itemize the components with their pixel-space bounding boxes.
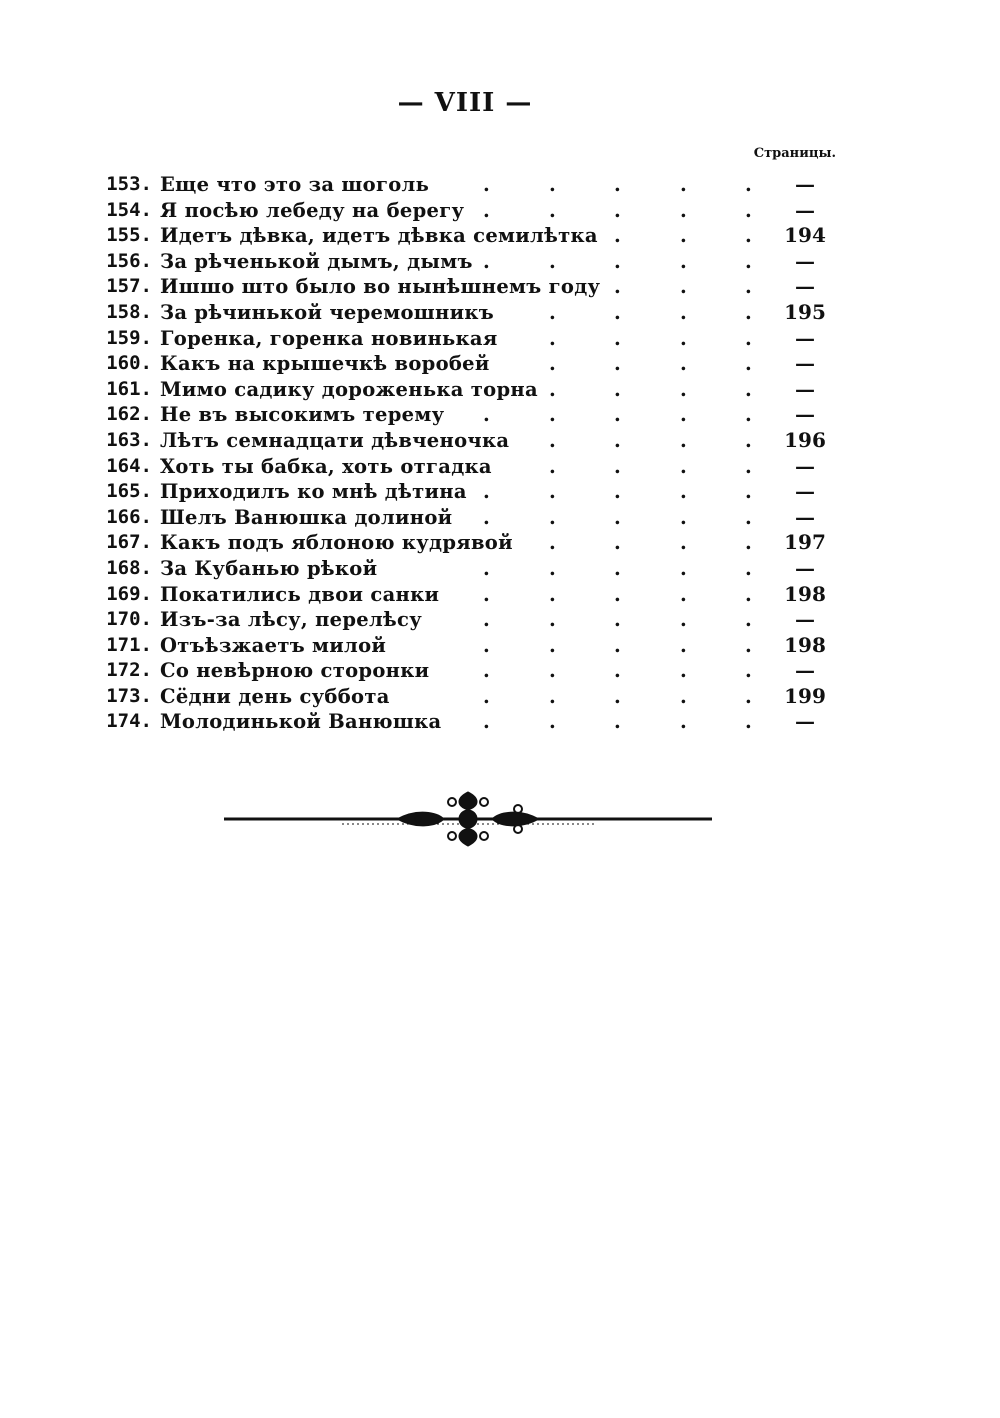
leader-dot: . bbox=[614, 249, 621, 273]
entry-number: 164. bbox=[106, 454, 152, 477]
toc-row bbox=[100, 274, 840, 300]
entry-number: 159. bbox=[106, 326, 152, 349]
leader-dot: . bbox=[549, 531, 556, 555]
leader-dot: . bbox=[614, 352, 621, 376]
leader-dot: . bbox=[549, 198, 556, 222]
leader-dot: . bbox=[614, 505, 621, 529]
toc-row bbox=[100, 479, 840, 505]
leader-dot: . bbox=[745, 659, 752, 683]
entry-title: Покатились двои санки bbox=[160, 582, 440, 606]
leader-dot: . bbox=[549, 352, 556, 376]
leader-dot: . bbox=[483, 505, 490, 529]
leader-dot: . bbox=[745, 684, 752, 708]
entry-page: — bbox=[795, 709, 815, 734]
leader-dot: . bbox=[745, 224, 752, 248]
leader-dot: . bbox=[549, 454, 556, 478]
entry-number: 157. bbox=[106, 275, 152, 298]
entry-title: Я посѣю лебеду на берегу bbox=[160, 198, 465, 222]
leader-dot: . bbox=[680, 684, 687, 708]
leader-dot: . bbox=[614, 684, 621, 708]
leader-dot: . bbox=[614, 556, 621, 580]
leader-dot: . bbox=[745, 582, 752, 606]
entry-title: За рѣчинькой черемошникъ bbox=[160, 300, 495, 324]
leader-dot: . bbox=[680, 173, 687, 196]
leader-dot: . bbox=[745, 480, 752, 504]
leader-dot: . bbox=[549, 684, 556, 708]
entry-number: 162. bbox=[106, 403, 152, 426]
entry-page: — bbox=[795, 172, 815, 196]
pages-column-header: Страницы. bbox=[753, 146, 836, 161]
toc-row bbox=[100, 454, 840, 480]
toc-row bbox=[100, 709, 840, 735]
entry-page: 196 bbox=[784, 427, 826, 452]
leader-dot: . bbox=[549, 608, 556, 632]
entry-title: Не въ высокимъ терему bbox=[160, 403, 445, 427]
entry-title: Какъ подъ яблоною кудрявой bbox=[160, 531, 513, 555]
entry-page: — bbox=[795, 376, 815, 401]
entry-title: Горенка, горенка новинькая bbox=[160, 326, 498, 350]
leader-dot: . bbox=[614, 173, 621, 196]
entry-number: 155. bbox=[106, 224, 152, 247]
leader-dot: . bbox=[614, 377, 621, 401]
entry-title: Шелъ Ванюшка долиной bbox=[160, 505, 453, 529]
leader-dot: . bbox=[745, 249, 752, 273]
entry-number: 172. bbox=[106, 659, 152, 682]
entry-page: — bbox=[795, 402, 815, 427]
leader-dot: . bbox=[483, 633, 490, 657]
leader-dot: . bbox=[680, 659, 687, 683]
leader-dot: . bbox=[614, 480, 621, 504]
toc-row bbox=[100, 658, 840, 684]
leader-dot: . bbox=[614, 300, 621, 324]
leader-dot: . bbox=[614, 403, 621, 427]
toc-row bbox=[100, 428, 840, 454]
leader-dot: . bbox=[680, 531, 687, 555]
leader-dot: . bbox=[745, 454, 752, 478]
leader-dot: . bbox=[680, 608, 687, 632]
entry-number: 156. bbox=[106, 249, 152, 272]
leader-dot: . bbox=[549, 480, 556, 504]
entry-page: 194 bbox=[784, 223, 826, 248]
leader-dot: . bbox=[483, 403, 490, 427]
toc-row bbox=[100, 249, 840, 275]
leader-dot: . bbox=[680, 556, 687, 580]
entry-title: Какъ на крышечкѣ воробей bbox=[160, 352, 490, 376]
entry-page: — bbox=[795, 351, 815, 376]
leader-dot: . bbox=[549, 633, 556, 657]
entry-page: — bbox=[795, 658, 815, 683]
entry-title: Изъ-за лѣсу, перелѣсу bbox=[160, 608, 423, 632]
leader-dot: . bbox=[614, 326, 621, 350]
leader-dot: . bbox=[680, 403, 687, 427]
leader-dot: . bbox=[680, 275, 687, 299]
entry-number: 171. bbox=[106, 633, 152, 656]
entry-number: 166. bbox=[106, 505, 152, 528]
entry-number: 167. bbox=[106, 531, 152, 554]
entry-number: 168. bbox=[106, 556, 152, 579]
entry-page: — bbox=[795, 555, 815, 580]
leader-dot: . bbox=[614, 531, 621, 555]
entry-title: Ишшо што было во нынѣшнемъ году bbox=[160, 275, 601, 299]
toc-row bbox=[100, 223, 840, 249]
toc-row bbox=[100, 556, 840, 582]
leader-dot: . bbox=[614, 454, 621, 478]
entry-page: — bbox=[795, 504, 815, 529]
entry-page: 197 bbox=[784, 530, 826, 555]
leader-dot: . bbox=[680, 710, 687, 734]
entry-number: 173. bbox=[106, 684, 152, 707]
entry-page: — bbox=[795, 607, 815, 632]
toc-row bbox=[100, 300, 840, 326]
leader-dot: . bbox=[483, 556, 490, 580]
toc-row bbox=[100, 633, 840, 659]
leader-dot: . bbox=[549, 326, 556, 350]
entry-page: — bbox=[795, 248, 815, 273]
entry-title: За рѣченькой дымъ, дымъ bbox=[160, 249, 473, 273]
entry-number: 169. bbox=[106, 582, 152, 605]
leader-dot: . bbox=[614, 275, 621, 299]
entry-title: Еще что это за шоголь bbox=[160, 173, 430, 196]
leader-dot: . bbox=[549, 377, 556, 401]
entry-number: 163. bbox=[106, 428, 152, 451]
page-number: — VIII — bbox=[397, 88, 533, 118]
leader-dot: . bbox=[680, 480, 687, 504]
leader-dot: . bbox=[549, 249, 556, 273]
entry-page: 195 bbox=[784, 299, 826, 324]
leader-dot: . bbox=[680, 505, 687, 529]
toc-row bbox=[100, 505, 840, 531]
leader-dot: . bbox=[745, 505, 752, 529]
leader-dot: . bbox=[483, 684, 490, 708]
entry-page: 198 bbox=[784, 632, 826, 657]
leader-dot: . bbox=[745, 377, 752, 401]
entry-title: Со невѣрною сторонки bbox=[160, 659, 430, 683]
leader-dot: . bbox=[680, 377, 687, 401]
leader-dot: . bbox=[483, 659, 490, 683]
leader-dot: . bbox=[549, 300, 556, 324]
toc-row bbox=[100, 607, 840, 633]
leader-dot: . bbox=[614, 582, 621, 606]
leader-dot: . bbox=[680, 352, 687, 376]
entry-title: Приходилъ ко мнѣ дѣтина bbox=[160, 480, 467, 504]
entry-title: Сёдни день суббота bbox=[160, 684, 390, 708]
leader-dot: . bbox=[745, 608, 752, 632]
leader-dot: . bbox=[745, 403, 752, 427]
toc-row bbox=[100, 530, 840, 556]
toc-row bbox=[100, 582, 840, 608]
leader-dot: . bbox=[745, 428, 752, 452]
entry-title: Хоть ты бабка, хоть отгадка bbox=[160, 454, 492, 478]
leader-dot: . bbox=[680, 582, 687, 606]
entry-number: 153. bbox=[106, 173, 152, 195]
toc-row bbox=[100, 377, 840, 403]
toc-row bbox=[100, 684, 840, 710]
leader-dot: . bbox=[549, 582, 556, 606]
leader-dot: . bbox=[680, 633, 687, 657]
leader-dot: . bbox=[745, 633, 752, 657]
leader-dot: . bbox=[549, 659, 556, 683]
leader-dot: . bbox=[614, 224, 621, 248]
leader-dot: . bbox=[483, 480, 490, 504]
leader-dot: . bbox=[549, 428, 556, 452]
toc-row bbox=[100, 402, 840, 428]
leader-dot: . bbox=[483, 173, 490, 196]
leader-dot: . bbox=[614, 198, 621, 222]
table-of-contents bbox=[100, 172, 840, 735]
leader-dot: . bbox=[549, 403, 556, 427]
leader-dot: . bbox=[549, 173, 556, 196]
decorative-divider bbox=[222, 790, 714, 850]
leader-dot: . bbox=[614, 428, 621, 452]
entry-title: За Кубанью рѣкой bbox=[160, 556, 378, 580]
leader-dot: . bbox=[483, 710, 490, 734]
leader-dot: . bbox=[745, 556, 752, 580]
leader-dot: . bbox=[680, 198, 687, 222]
entry-title: Мимо садику дороженька торна bbox=[160, 377, 538, 401]
entry-title: Лѣтъ семнадцати дѣвченочка bbox=[160, 428, 510, 452]
entry-number: 158. bbox=[106, 300, 152, 323]
leader-dot: . bbox=[745, 173, 752, 196]
toc-row bbox=[100, 326, 840, 352]
leader-dot: . bbox=[745, 326, 752, 350]
leader-dot: . bbox=[483, 249, 490, 273]
entry-page: — bbox=[795, 479, 815, 504]
entry-title: Молодинькой Ванюшка bbox=[160, 710, 442, 734]
toc-row bbox=[100, 172, 840, 198]
entry-page: 198 bbox=[784, 581, 826, 606]
leader-dot: . bbox=[745, 531, 752, 555]
leader-dot: . bbox=[614, 608, 621, 632]
leader-dot: . bbox=[745, 352, 752, 376]
entry-page: — bbox=[795, 325, 815, 350]
entry-page: — bbox=[795, 274, 815, 299]
leader-dot: . bbox=[483, 582, 490, 606]
leader-dot: . bbox=[680, 428, 687, 452]
entry-number: 165. bbox=[106, 480, 152, 503]
entry-page: 199 bbox=[784, 683, 826, 708]
leader-dot: . bbox=[614, 633, 621, 657]
leader-dot: . bbox=[483, 198, 490, 222]
leader-dot: . bbox=[745, 710, 752, 734]
leader-dot: . bbox=[483, 608, 490, 632]
entry-title: Идетъ дѣвка, идетъ дѣвка семилѣтка bbox=[160, 224, 598, 248]
entry-number: 161. bbox=[106, 377, 152, 400]
leader-dot: . bbox=[680, 300, 687, 324]
toc-row bbox=[100, 198, 840, 224]
leader-dot: . bbox=[680, 224, 687, 248]
toc-row bbox=[100, 351, 840, 377]
leader-dot: . bbox=[549, 505, 556, 529]
leader-dot: . bbox=[680, 454, 687, 478]
leader-dot: . bbox=[614, 659, 621, 683]
entry-title: Отъѣзжаетъ милой bbox=[160, 633, 387, 657]
entry-number: 154. bbox=[106, 198, 152, 221]
leader-dot: . bbox=[549, 556, 556, 580]
leader-dot: . bbox=[680, 249, 687, 273]
leader-dot: . bbox=[680, 326, 687, 350]
leader-dot: . bbox=[745, 275, 752, 299]
entry-page: — bbox=[795, 197, 815, 222]
entry-number: 170. bbox=[106, 608, 152, 631]
leader-dot: . bbox=[614, 710, 621, 734]
leader-dot: . bbox=[745, 198, 752, 222]
entry-page: — bbox=[795, 453, 815, 478]
leader-dot: . bbox=[549, 710, 556, 734]
entry-number: 160. bbox=[106, 352, 152, 375]
leader-dot: . bbox=[745, 300, 752, 324]
entry-number: 174. bbox=[106, 710, 152, 733]
